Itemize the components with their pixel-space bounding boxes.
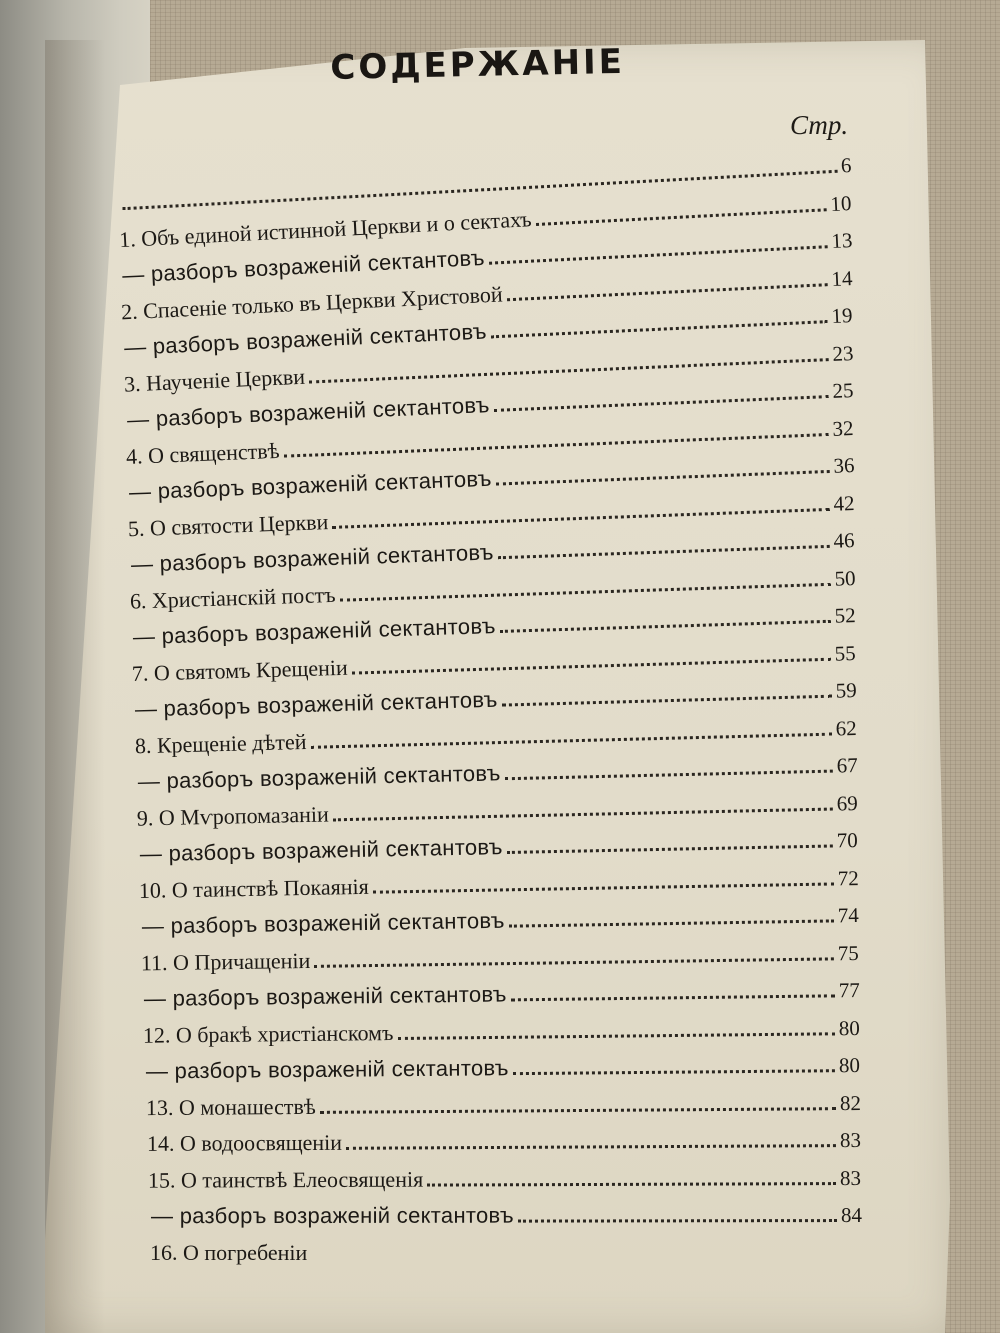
toc-page-number: 80 bbox=[838, 1053, 860, 1078]
toc-subentry-label: — разборъ возраженій сектантовъ bbox=[143, 981, 507, 1011]
toc-dot-leader bbox=[502, 695, 832, 707]
toc-entry bbox=[138, 823, 858, 867]
toc-dot-leader bbox=[498, 545, 830, 559]
toc-dot-leader bbox=[397, 1032, 835, 1040]
toc-entry bbox=[140, 898, 859, 940]
toc-dot-leader bbox=[509, 919, 834, 927]
toc-entry bbox=[150, 1236, 862, 1266]
toc-page-number: 77 bbox=[838, 978, 860, 1003]
toc-dot-leader bbox=[507, 283, 828, 301]
toc-page-number: 75 bbox=[837, 941, 859, 966]
toc-subentry-label: — разборъ возраженій сектантовъ bbox=[130, 539, 495, 577]
toc-entry bbox=[139, 861, 859, 904]
toc-subentry-label: — разборъ возраженій сектантовъ bbox=[123, 318, 488, 360]
toc-page-number: 70 bbox=[836, 828, 858, 853]
toc-entry-label: 4. О священствѣ bbox=[125, 437, 280, 469]
toc-page-number: 52 bbox=[834, 603, 856, 628]
toc-page-number: 14 bbox=[830, 266, 853, 291]
toc-dot-leader bbox=[507, 844, 833, 853]
toc-dot-leader bbox=[427, 1182, 836, 1186]
toc-entry bbox=[143, 1011, 860, 1049]
toc-entry bbox=[146, 1086, 861, 1121]
toc-dot-leader bbox=[333, 808, 833, 822]
toc-entry-label: 2. Спасеніе только въ Церкви Христовой bbox=[120, 281, 504, 325]
toc-subentry-label: — разборъ возраженій сектантовъ bbox=[141, 907, 505, 939]
toc-subentry-label: — разборъ возраженій сектантовъ bbox=[121, 244, 486, 288]
toc-page-number: 72 bbox=[837, 866, 859, 891]
toc-dot-leader bbox=[373, 882, 834, 893]
page-column-label: Стр. bbox=[790, 110, 849, 140]
toc-dot-leader bbox=[518, 1219, 837, 1223]
toc-entry-label: 3. Наученіе Церкви bbox=[123, 363, 306, 397]
toc-subentry-label: — разборъ возраженій сектантовъ bbox=[126, 392, 491, 433]
toc-entry bbox=[142, 973, 860, 1012]
toc-page-number: 32 bbox=[832, 416, 854, 441]
toc-page-number: 59 bbox=[835, 678, 857, 703]
toc-dot-leader bbox=[346, 1144, 836, 1150]
toc-page-number: 10 bbox=[829, 191, 852, 217]
toc-dot-leader bbox=[496, 470, 830, 486]
toc-dot-leader bbox=[500, 620, 831, 633]
toc-subentry-label: — разборъ возраженій сектантовъ bbox=[134, 686, 498, 722]
toc-entry-label: 16. О погребеніи bbox=[150, 1240, 308, 1265]
toc-entry bbox=[149, 1198, 862, 1229]
toc-entry-label: 15. О таинствѣ Елеосвященія bbox=[147, 1166, 424, 1193]
toc-dot-leader bbox=[489, 245, 828, 265]
toc-page-number: 80 bbox=[838, 1016, 860, 1041]
toc-entry-label: 7. О святомъ Крещеніи bbox=[131, 654, 349, 686]
toc-page-number: 67 bbox=[836, 753, 858, 778]
toc-entry bbox=[147, 1123, 861, 1157]
toc-page-number: 13 bbox=[830, 228, 853, 254]
toc-subentry-label: — разборъ возраженій сектантовъ bbox=[139, 834, 503, 867]
toc-page-number: 74 bbox=[837, 903, 859, 928]
toc-dot-leader bbox=[320, 1107, 836, 1114]
toc-dot-leader bbox=[536, 208, 827, 226]
toc-page-number: 83 bbox=[839, 1128, 861, 1153]
toc-dot-leader bbox=[513, 1069, 835, 1075]
toc-dot-leader bbox=[352, 658, 831, 675]
toc-dot-leader bbox=[314, 957, 834, 968]
toc-subentry-label: — разборъ возраженій сектантовъ bbox=[128, 465, 493, 505]
toc-entry-label: 8. Крещеніе дѣтей bbox=[134, 728, 307, 759]
toc-entry-label: 1. Объ единой истинной Церкви и о сектахъ bbox=[118, 206, 533, 253]
toc-page-number: 84 bbox=[840, 1203, 862, 1228]
toc-page-number: 46 bbox=[833, 528, 855, 553]
toc-dot-leader bbox=[340, 583, 831, 602]
toc-subentry-label: — разборъ возраженій сектантовъ bbox=[145, 1055, 509, 1084]
toc-subentry-label: — разборъ возраженій сектантовъ bbox=[132, 613, 497, 650]
toc-dot-leader bbox=[511, 994, 835, 1001]
page-title: СОДЕРЖАНІЕ bbox=[330, 41, 626, 88]
toc-entry-label: 10. О таинствѣ Покаянія bbox=[138, 873, 369, 903]
toc-page-number: 36 bbox=[833, 453, 855, 478]
toc-entry-label: 14. О водоосвященіи bbox=[146, 1129, 343, 1156]
toc-page-number: 55 bbox=[834, 641, 856, 666]
toc-dot-leader bbox=[505, 770, 833, 781]
toc-page-number: 42 bbox=[833, 491, 855, 516]
toc-entry-label: 11. О Причащеніи bbox=[140, 947, 311, 976]
toc-entry bbox=[141, 936, 859, 976]
toc-page-number: 25 bbox=[831, 378, 854, 403]
toc-dot-leader bbox=[491, 320, 828, 338]
toc-page-number: 6 bbox=[840, 153, 852, 178]
toc-entry-label: 5. О святости Церкви bbox=[127, 509, 329, 542]
toc-page-number: 69 bbox=[836, 791, 858, 816]
toc-page-number: 23 bbox=[831, 341, 854, 366]
toc-subentry-label: — разборъ возраженій сектантовъ bbox=[150, 1202, 514, 1229]
toc-dot-leader bbox=[494, 395, 829, 412]
toc-entry-label: 13. О монашествѣ bbox=[145, 1093, 316, 1121]
toc-page-number: 19 bbox=[830, 303, 853, 328]
toc-dot-leader bbox=[311, 733, 832, 749]
toc-page-number: 62 bbox=[835, 716, 857, 741]
toc-page-number: 82 bbox=[839, 1091, 861, 1116]
toc-subentry-label: — разборъ возраженій сектантовъ bbox=[137, 760, 501, 794]
toc-entry-label: 12. О бракѣ христіанскомъ bbox=[142, 1020, 394, 1048]
toc-entry-label: 9. О Мѵропомазаніи bbox=[136, 801, 330, 831]
toc-entry bbox=[148, 1161, 861, 1194]
toc-entry bbox=[144, 1048, 860, 1084]
toc-page-number: 83 bbox=[839, 1166, 861, 1191]
toc-page-number: 50 bbox=[834, 566, 856, 591]
toc-entry-label: 6. Христіанскій постъ bbox=[129, 581, 336, 614]
